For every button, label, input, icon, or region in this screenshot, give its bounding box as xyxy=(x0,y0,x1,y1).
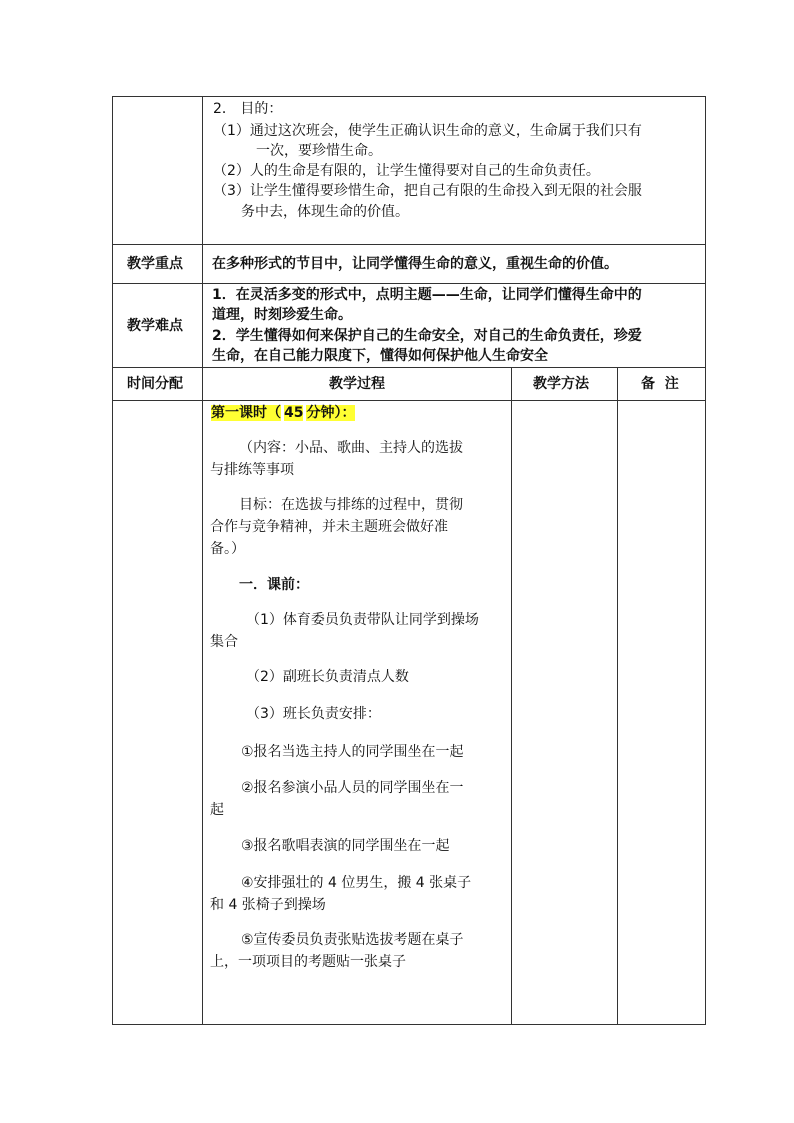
content-line-2: 与排练等事项 xyxy=(210,462,294,478)
vline-2 xyxy=(511,367,512,1025)
lesson-title-part-1: 第一课时（ xyxy=(211,405,281,421)
goal-item-3-line-1: （3）让学生懂得要珍惜生命，把自己有限的生命投入到无限的社会服 xyxy=(213,183,642,199)
step-3: （3）班长负责安排： xyxy=(246,706,381,722)
goal-item-3-line-2: 务中去，体现生命的价值。 xyxy=(241,204,409,220)
content-line-1: （内容：小品、歌曲、主持人的选拔 xyxy=(239,440,463,456)
difficulty-line-1: 1．在灵活多变的形式中，点明主题——生命，让同学们懂得生命中的 xyxy=(212,287,642,303)
key-point-label: 教学重点 xyxy=(127,256,183,272)
vline-left xyxy=(112,96,113,1025)
target-line-1: 目标：在选拔与排练的过程中，贯彻 xyxy=(239,497,463,513)
step-1-line-1: （1）体育委员负责带队让同学到操场 xyxy=(246,612,479,628)
sub-item-1: ①报名当选主持人的同学围坐在一起 xyxy=(241,744,464,760)
goal-item-2: （2）人的生命是有限的，让学生懂得要对自己的生命负责任。 xyxy=(213,163,600,179)
sub-item-4-line-1: ④安排强壮的 4 位男生，搬 4 张桌子 xyxy=(241,875,472,891)
difficulty-line-2: 道理，时刻珍爱生命。 xyxy=(212,307,352,323)
difficulty-line-4: 生命，在自己能力限度下，懂得如何保护他人生命安全 xyxy=(212,348,548,364)
lesson-title-number: 45 xyxy=(284,405,304,421)
vline-1 xyxy=(202,96,203,1025)
sub-item-2-line-2: 起 xyxy=(210,802,224,818)
target-line-2: 合作与竞争精神，并未主题班会做好准 xyxy=(210,519,448,535)
header-note: 备 注 xyxy=(641,376,679,392)
sub-item-2-line-1: ②报名参演小品人员的同学围坐在一 xyxy=(241,780,464,796)
vline-3 xyxy=(617,367,618,1025)
step-1-line-2: 集合 xyxy=(210,634,238,650)
vline-right xyxy=(705,96,706,1025)
target-line-3: 备。） xyxy=(210,541,245,557)
header-time: 时间分配 xyxy=(127,376,183,392)
goal-item-1-line-1: （1）通过这次班会，使学生正确认识生命的意义，生命属于我们只有 xyxy=(213,123,642,139)
goal-item-1-line-2: 一次，要珍惜生命。 xyxy=(256,143,382,159)
sub-item-3: ③报名歌唱表演的同学围坐在一起 xyxy=(241,838,450,854)
step-2: （2）副班长负责清点人数 xyxy=(246,669,409,685)
difficulty-label: 教学难点 xyxy=(127,318,183,334)
header-method: 教学方法 xyxy=(533,376,589,392)
difficulty-line-3: 2．学生懂得如何来保护自己的生命安全，对自己的生命负责任，珍爱 xyxy=(212,328,642,344)
goal-heading: 2． 目的： xyxy=(213,101,283,117)
section-heading-before-class: 一．课前： xyxy=(239,577,309,593)
sub-item-4-line-2: 和 4 张椅子到操场 xyxy=(210,897,326,913)
sub-item-5-line-1: ⑤宣传委员负责张贴选拔考题在桌子 xyxy=(241,932,464,948)
header-process: 教学过程 xyxy=(329,376,385,392)
lesson-title-part-2: 分钟）： xyxy=(306,405,356,421)
lesson-title xyxy=(211,404,355,422)
key-point-text: 在多种形式的节目中，让同学懂得生命的意义，重视生命的价值。 xyxy=(212,256,618,272)
sub-item-5-line-2: 上，一项项目的考题贴一张桌子 xyxy=(210,954,406,970)
